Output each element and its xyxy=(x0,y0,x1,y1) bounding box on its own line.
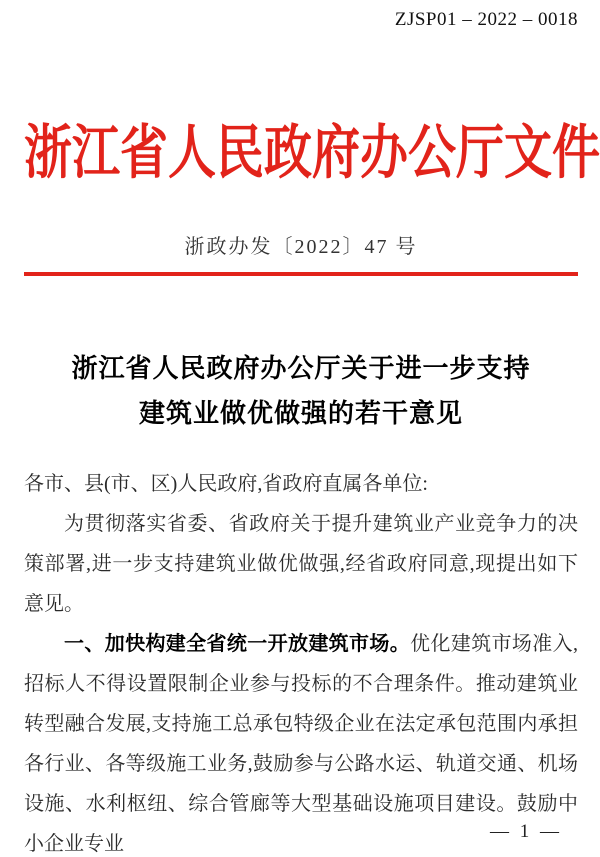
document-title-line1: 浙江省人民政府办公厅关于进一步支持 xyxy=(71,354,531,383)
doc-number: 浙政办发〔2022〕47 号 xyxy=(184,236,418,258)
red-divider-line xyxy=(24,272,578,276)
section-1-text: 优化建筑市场准入,招标人不得设置限制企业参与投标的不合理条件。推动建筑业转型融合发展,支持施工总承包特级企业在法定承包范围内承担各行业、各等级施工业务,鼓励参与公路水运、轨道交通、机场设施、水利枢纽、综合管廊等大型基础设施项目建设。鼓励中小企业专业 xyxy=(24,633,579,855)
paragraph-intro: 为贯彻落实省委、省政府关于提升建筑业产业竞争力的决策部署,进一步支持建筑业做优做强,经省政府同意,现提出如下意见。 xyxy=(24,513,578,615)
page-number: — 1 — xyxy=(490,821,562,842)
document-serial-number: ZJSP01 – 2022 – 0018 xyxy=(394,9,578,30)
salutation: 各市、县(市、区)人民政府,省政府直属各单位: xyxy=(24,473,428,495)
masthead-title xyxy=(24,118,600,190)
masthead-title-text: 浙江省人民政府办公厅文件 xyxy=(24,121,600,186)
document-title xyxy=(24,346,578,436)
document-title-line2: 建筑业做优做强的若干意见 xyxy=(138,399,463,428)
document-body xyxy=(24,464,578,857)
section-1-heading: 一、加快构建全省统一开放建筑市场。 xyxy=(64,633,411,655)
